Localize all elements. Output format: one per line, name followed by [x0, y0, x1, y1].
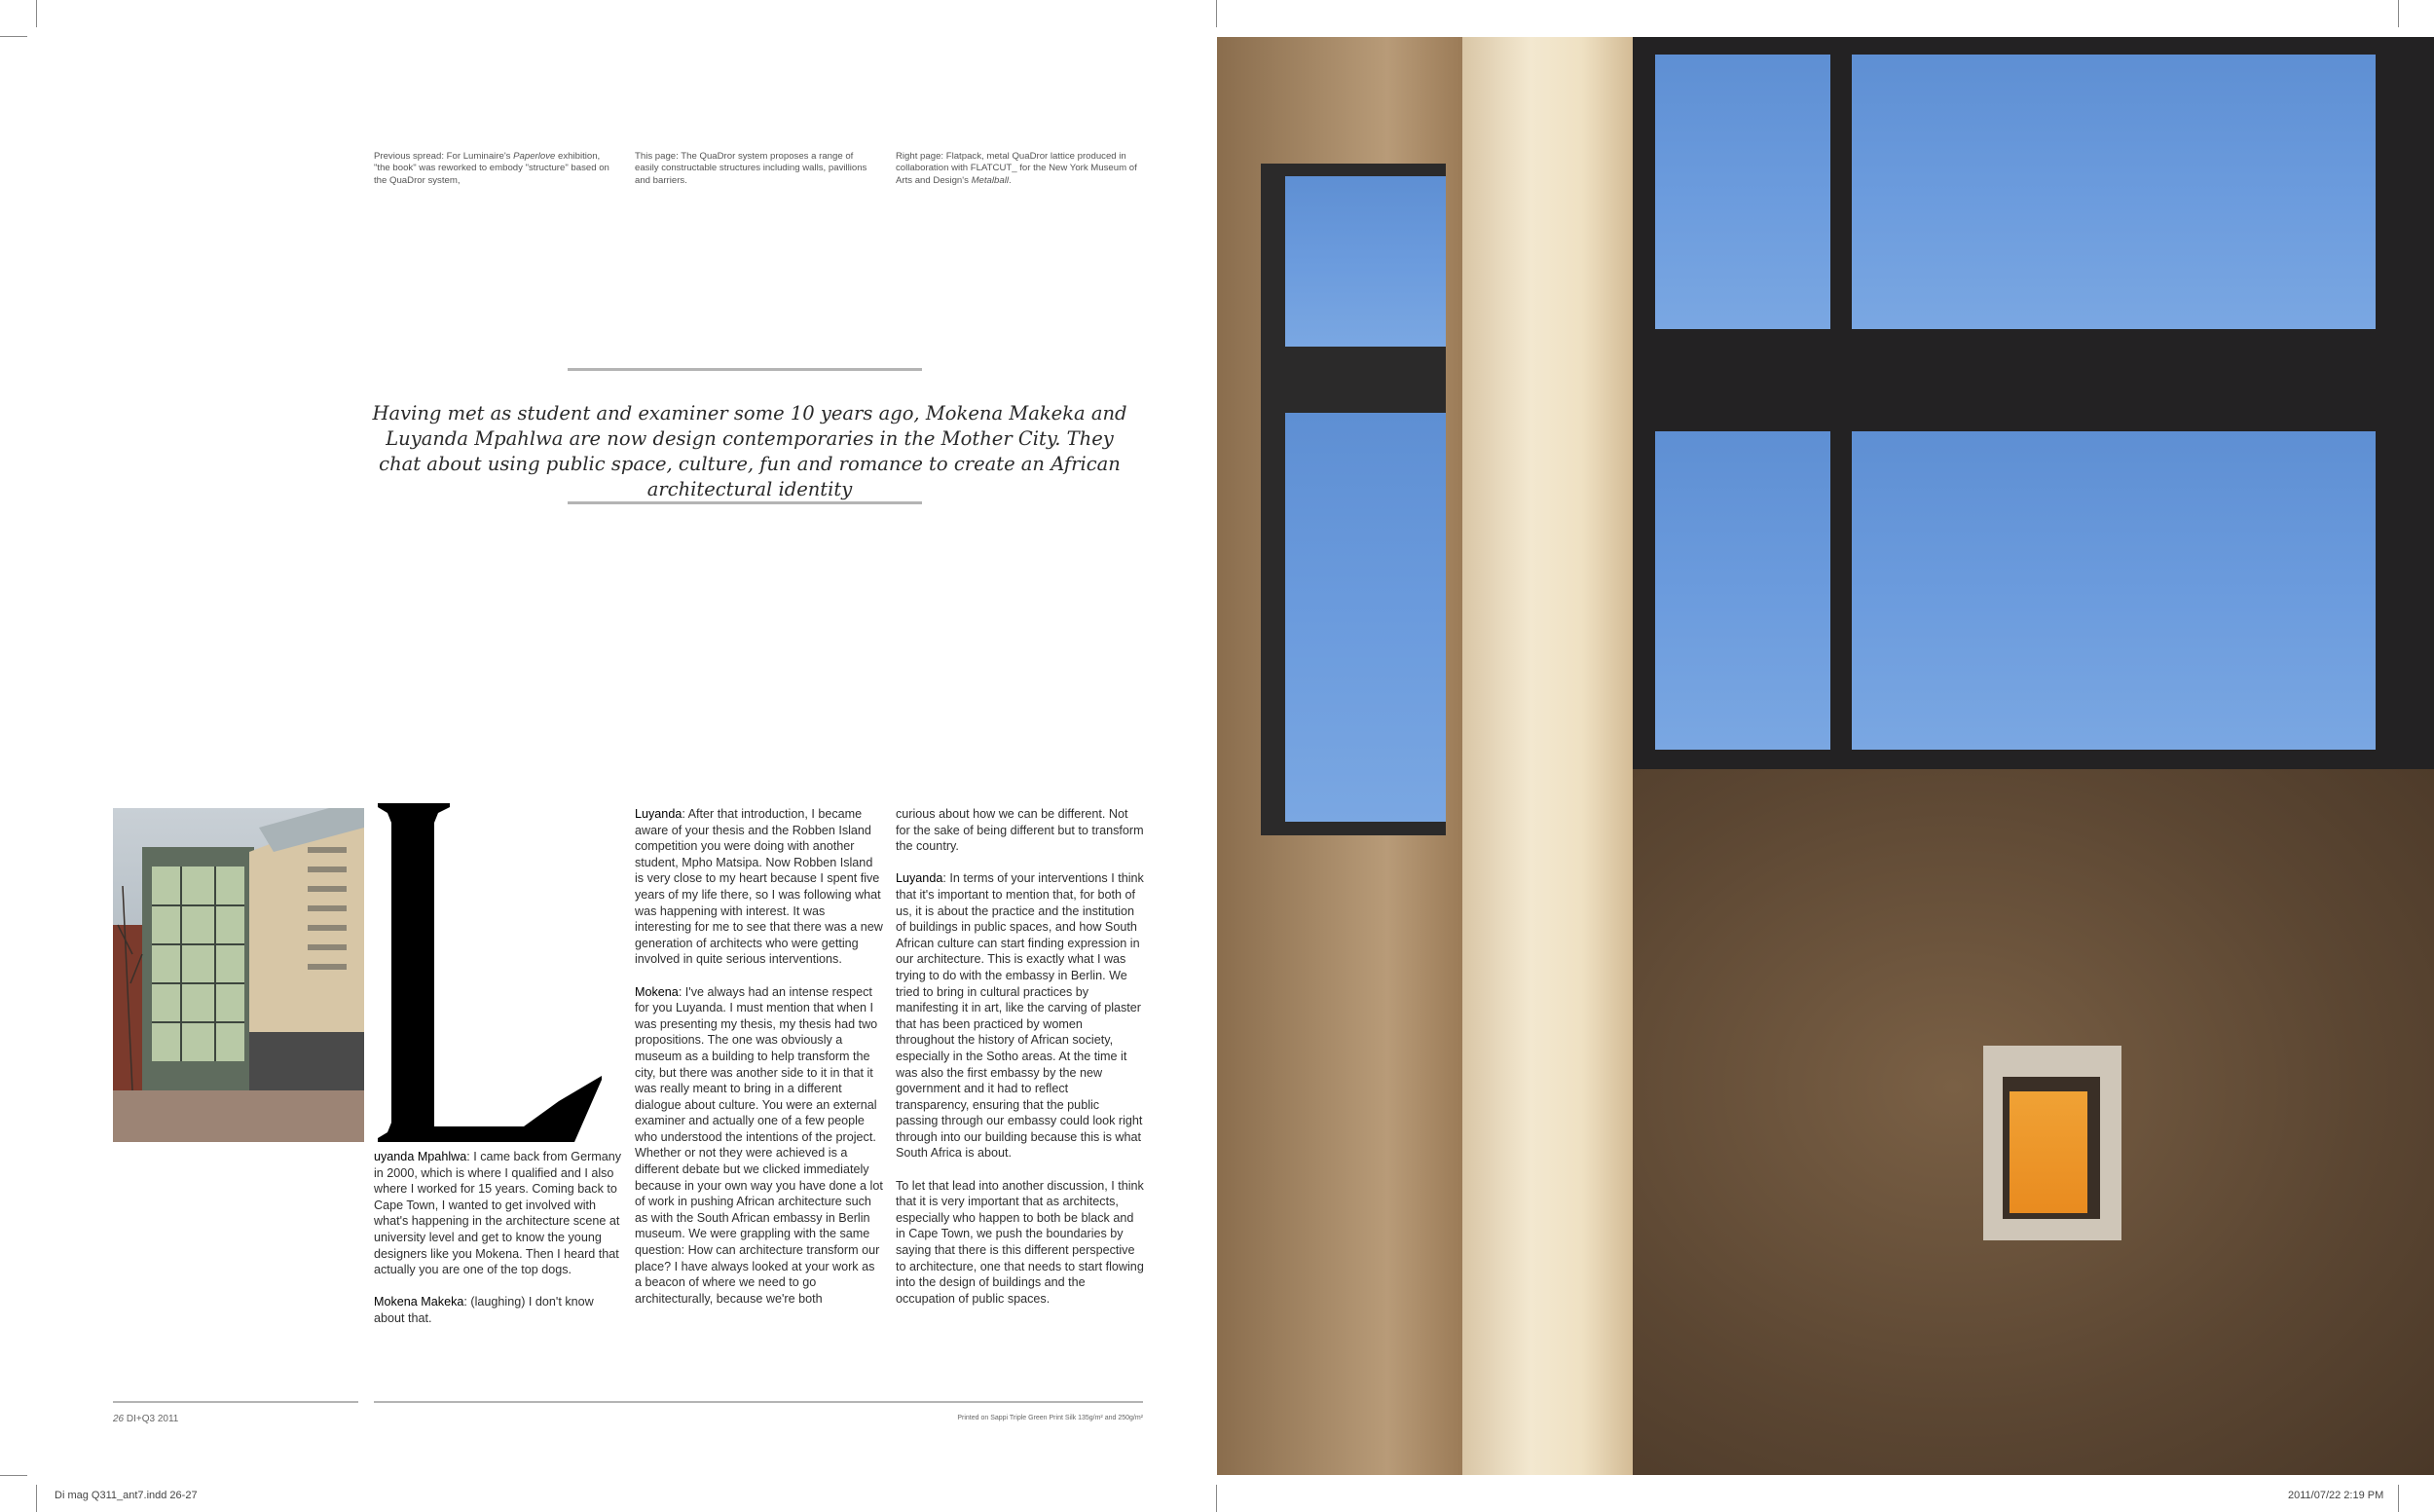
footer-rule-right [374, 1401, 1143, 1403]
lit-window [2010, 1091, 2087, 1213]
caption-previous-spread: Previous spread: For Luminaire's Paperlove exhibition, "the book" was reworked to embody "structure" based on the QuaDror system, [374, 151, 609, 186]
slug-file: Di mag Q311_ant7.indd 26-27 [55, 1490, 198, 1501]
building-photo [113, 808, 364, 1142]
intro-rule-bottom [568, 501, 922, 504]
paragraph: Mokena Makeka: (laughing) I don't know about that. [374, 1295, 594, 1325]
paragraph: curious about how we can be different. Not for the sake of being different but to transform the country. [896, 807, 1144, 854]
intro-rule-top [568, 368, 922, 371]
crop-mark [0, 36, 27, 37]
window-pane [1655, 55, 1830, 329]
folio: 26 DI+Q3 2011 [113, 1414, 179, 1424]
window-pane [1285, 413, 1446, 822]
drop-cap [378, 793, 611, 1154]
crop-mark [2398, 1485, 2399, 1512]
paragraph: To let that lead into another discussion, I think that it is very important that as architects, especially who happen to both be black and in Cape Town, we push the boundaries by saying that there is this different perspective to architecture, one that needs to start flowing into the design of buildings and the occupation of public spaces. [896, 1178, 1144, 1306]
window-pane [1852, 431, 2376, 750]
paragraph: Mokena: I've always had an intense respect for you Luyanda. I must mention that when I was presenting my thesis, my thesis had two propositions. The one was obviously a museum as a building to help transform the city, but there was another side to it in that it was really meant to bring in a different dialogue about culture. You were an external examiner and actually one of a few people who understood the intentions of the project. Whether or not they were achieved is a different debate but we clicked immediately because in your own way you have done a lot of work in pushing African architecture such as with the South African embassy in Berlin museum. We were grappling with the same question: How can architecture transform our place? I have always looked at your work as a beacon of where we need to go architecturally, because we're both [635, 984, 883, 1306]
paragraph: Luyanda: After that introduction, I became aware of your thesis and the Robben Island competition you were doing with another student, Mpho Matsipa. Now Robben Island is very close to my heart because I spent five years of my life there, so I was following what was happening with interest. It was interesting for me to see that there was a new generation of architects who were getting involved in quite serious interventions. [635, 807, 883, 967]
crop-mark [1216, 0, 1217, 27]
crop-mark [36, 0, 37, 27]
building-facade-photo [1217, 37, 2434, 1475]
crop-mark [1216, 1485, 1217, 1512]
crop-mark [2398, 0, 2399, 27]
window-pane [1285, 176, 1446, 347]
body-column-1 [374, 1149, 622, 1343]
paragraph: Luyanda: In terms of your interventions I think that it's important to mention that, for both of us, it is about the practice and the institution of buildings in public spaces, and how South African culture can start finding expression in our architecture. This is exactly what I was trying to do with the embassy in Berlin. We tried to bring in cultural practices by manifesting it in art, like the carving of plaster that has been practiced by women throughout the history of African society, especially in the Sotho areas. At the time it was also the first embassy by the new government and it had to reflect transparency, ensuring that the public passing through our embassy could look right through into our building because this is what South Africa is about. [896, 871, 1144, 1161]
slug-date: 2011/07/22 2:19 PM [2288, 1490, 2384, 1501]
standfirst: Having met as student and examiner some 10 years ago, Mokena Makeka and Luyanda Mpahlwa are now design contemporaries in the Mother City. They chat about using public space, culture, fun and romance to create an African architectural identity [372, 402, 1127, 500]
footer-rule-left [113, 1401, 358, 1403]
body-column-2 [635, 806, 883, 1323]
window-pane [1655, 431, 1830, 750]
printed-on-note: Printed on Sappi Triple Green Print Silk 135g/m² and 250g/m² [957, 1415, 1143, 1421]
caption-right-page: Right page: Flatpack, metal QuaDror lattice produced in collaboration with FLATCUT_ for the New York Museum of Arts and Design's Metalball. [896, 151, 1137, 186]
paragraph: uyanda Mpahlwa: I came back from Germany in 2000, which is where I qualified and I also where I worked for 15 years. Coming back to Cape Town, I wanted to get involved with what's happening in the architecture scene at university level and get to know the young designers like you Mokena. Then I heard that actually you are one of the top dogs. [374, 1150, 622, 1277]
crop-mark [36, 1485, 37, 1512]
body-column-3 [896, 806, 1144, 1323]
light-column [1462, 37, 1633, 1475]
window-pane [1852, 55, 2376, 329]
crop-mark [0, 1475, 27, 1476]
caption-this-page: This page: The QuaDror system proposes a range of easily constructable structures including walls, pavillions and barriers. [635, 151, 867, 186]
